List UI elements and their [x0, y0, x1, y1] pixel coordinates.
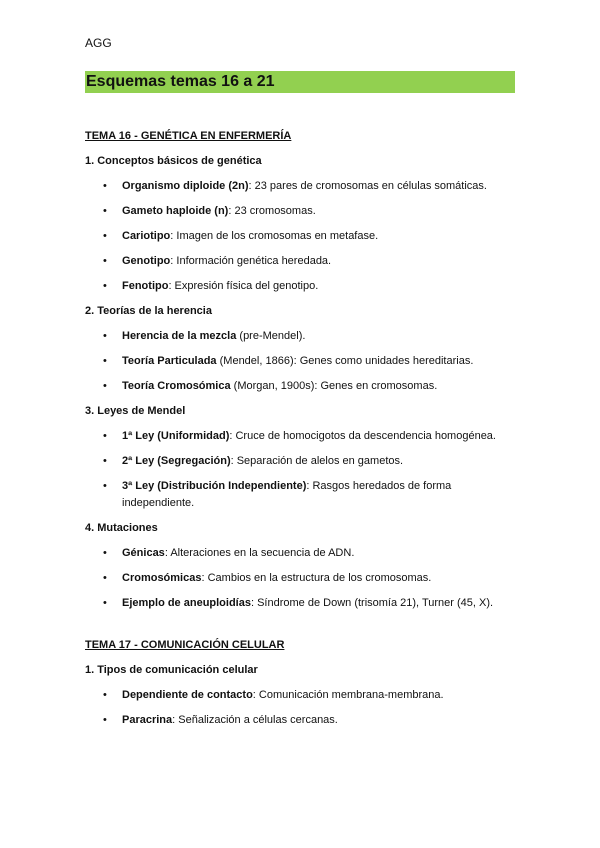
item-term: Dependiente de contacto	[122, 689, 253, 701]
item-text: : Síndrome de Down (trisomía 21), Turner (45, X).	[250, 597, 494, 609]
bullet-list	[85, 687, 515, 729]
list-item	[85, 378, 515, 395]
list-item	[85, 687, 515, 704]
item-text: : Alteraciones en la secuencia de ADN.	[164, 547, 355, 559]
item-text: : Comunicación membrana-membrana.	[252, 689, 444, 701]
item-term: Cariotipo	[122, 230, 171, 242]
list-item	[85, 328, 515, 345]
section-heading: 2. Teorías de la herencia	[85, 305, 212, 317]
item-term: Herencia de la mezcla	[122, 330, 237, 342]
item-text: : Señalización a células cercanas.	[172, 714, 338, 726]
bullet-list	[85, 545, 515, 612]
list-item	[85, 278, 515, 295]
item-text: : Cruce de homocigotos da descendencia homogénea.	[229, 430, 496, 442]
item-text: : Separación de alelos en gametos.	[230, 455, 404, 467]
section-heading: 4. Mutaciones	[85, 522, 158, 534]
list-item	[85, 228, 515, 245]
item-text: (pre-Mendel).	[236, 330, 306, 342]
item-text: : Cambios en la estructura de los cromosomas.	[201, 572, 432, 584]
list-item	[85, 203, 515, 220]
list-item	[85, 178, 515, 195]
item-text: : Información genética heredada.	[170, 255, 332, 267]
item-term: 2ª Ley (Segregación)	[122, 455, 231, 467]
item-term: 1ª Ley (Uniformidad)	[122, 430, 230, 442]
item-text: : Rasgos heredados de forma independiente.	[122, 480, 452, 509]
item-text: : 23 pares de cromosomas en células somáticas.	[248, 180, 487, 192]
list-item	[85, 595, 515, 612]
tema16-heading: TEMA 16 - GENÉTICA EN ENFERMERÍA	[85, 130, 292, 142]
list-item	[85, 478, 515, 512]
item-term: Genotipo	[122, 255, 171, 267]
bullet-list	[85, 178, 515, 295]
list-item	[85, 353, 515, 370]
item-term: Ejemplo de aneuploidías	[122, 597, 251, 609]
list-item	[85, 428, 515, 445]
list-item	[85, 253, 515, 270]
item-term: Génicas	[122, 547, 165, 559]
item-term: Teoría Cromosómica	[122, 380, 231, 392]
section-heading: 1. Conceptos básicos de genética	[85, 155, 262, 167]
item-text: : Imagen de los cromosomas en metafase.	[170, 230, 379, 242]
item-term: Gameto haploide (n)	[122, 205, 229, 217]
item-text: (Morgan, 1900s): Genes en cromosomas.	[230, 380, 438, 392]
document-content	[85, 128, 515, 729]
list-item	[85, 453, 515, 470]
section-heading: 3. Leyes de Mendel	[85, 405, 186, 417]
item-text: : Expresión física del genotipo.	[168, 280, 319, 292]
bullet-list	[85, 428, 515, 512]
item-term: Cromosómicas	[122, 572, 202, 584]
section-heading: 1. Tipos de comunicación celular	[85, 664, 258, 676]
item-term: Organismo diploide (2n)	[122, 180, 249, 192]
document-title: Esquemas temas 16 a 21	[85, 71, 515, 93]
bullet-list	[85, 328, 515, 395]
item-term: 3ª Ley (Distribución Independiente)	[122, 480, 307, 492]
list-item	[85, 545, 515, 562]
item-text: : 23 cromosomas.	[228, 205, 316, 217]
item-term: Paracrina	[122, 714, 173, 726]
document-header: AGG	[85, 36, 112, 50]
list-item	[85, 712, 515, 729]
item-text: (Mendel, 1866): Genes como unidades hereditarias.	[216, 355, 474, 367]
item-term: Fenotipo	[122, 280, 169, 292]
tema17-heading: TEMA 17 - COMUNICACIÓN CELULAR	[85, 639, 285, 651]
list-item	[85, 570, 515, 587]
item-term: Teoría Particulada	[122, 355, 217, 367]
